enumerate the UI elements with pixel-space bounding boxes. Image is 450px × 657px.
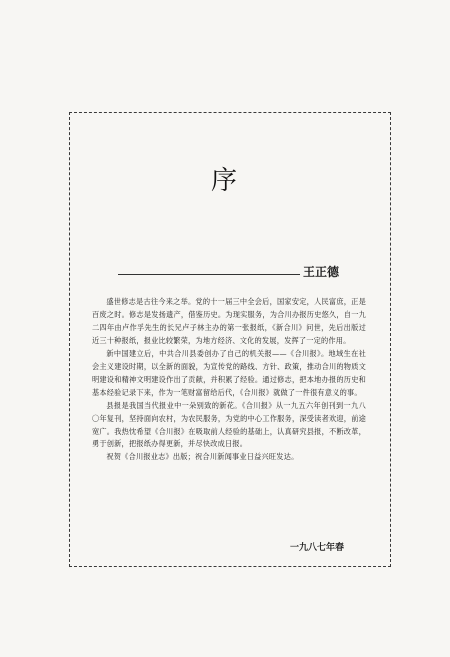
paragraph: 新中国建立后，中共合川县委创办了自己的机关报——《合川报》。地域生在社会主义建设时期，以全新的面貌，为宣传党的路线、方针、政策，推动合川的物质文明建设和精神文明建设作出了贡献，并积累了经验。通过修志，把本地办报的历史和基本经验记录下来，作为一笔财富留给后代，《合川报》就做了一件很有意义的事。 [92,348,366,397]
author-underline [118,274,300,275]
author-row [118,263,343,281]
preface-date: 一九八七年春 [290,543,345,553]
author-name: 王正德 [303,265,340,279]
preface-body [92,296,366,464]
paragraph: 县报是我国当代报业中一朵别致的新花。《合川报》从一九五六年创刊到一九八〇年复刊，坚持面向农村，为农民服务，为党的中心工作服务，深受读者欢迎，前途宽广。我热忱希望《合川报》在吸取前人经验的基础上，认真研究县报，不断改革，勇于创新，把报纸办得更新，并尽快改成日报。 [92,400,366,449]
paragraph: 祝贺《合川报业志》出版；祝合川新闻事业日益兴旺发达。 [106,452,299,462]
preface-title: 序 [210,166,239,196]
paragraph: 盛世修志是古往今来之举。党的十一届三中全会后，国家安定，人民富庶，正是百废之时。修志是发扬遗产，借鉴历史。为现实服务，为合川办报历史悠久，自一九二四年由卢作孚先生的长兄卢子林主办的第一张报纸，《新合川》问世，先后出版过近三十种报纸，报业比较繁荣，为地方经济、文化的发展，发挥了一定的作用。 [92,297,366,345]
